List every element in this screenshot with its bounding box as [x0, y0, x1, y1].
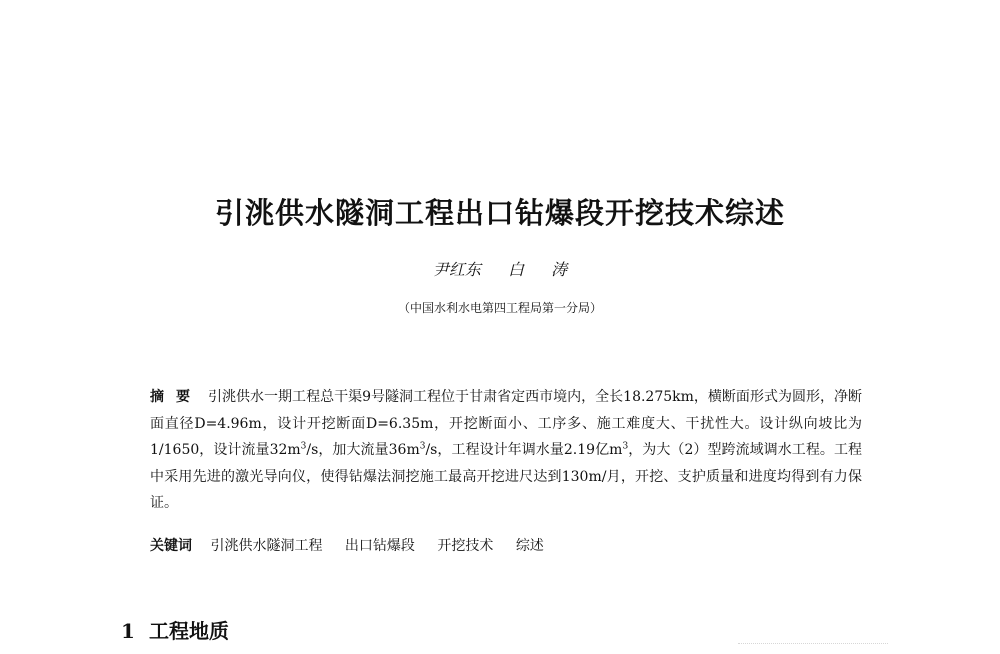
- abstract-superscript-2: 3: [419, 441, 426, 452]
- section-title: 工程地质: [149, 618, 229, 643]
- abstract-text-part-4: ，为大（2）型跨流域调水工程。工程中采用先进的激光导向仪，使得钻爆法洞挖施工最高开挖进尺达到130m/月，开挖、支护质量和进度均得到有力保证。: [150, 442, 863, 511]
- abstract-superscript-1: 3: [300, 441, 307, 452]
- keywords-label: 关键词: [150, 538, 192, 554]
- author-affiliation: （中国水利水电第四工程局第一分局）: [397, 301, 602, 315]
- paper-title: 引洮供水隧洞工程出口钻爆段开挖技术综述: [214, 196, 785, 231]
- paper-authors: 尹红东 白 涛: [432, 260, 568, 279]
- keyword-4: 综述: [515, 538, 544, 554]
- section-heading: [121, 615, 229, 644]
- abstract-label: 摘要: [150, 389, 203, 405]
- abstract-superscript-3: 3: [622, 441, 629, 452]
- section-number: 1: [121, 618, 135, 643]
- abstract-text-part-1: 引洮供水一期工程总干渠9号隧洞工程位于甘肃省定西市境内，全长18.275km，横断面形式为圆形，净断面直径D=4.96m，设计开挖断面D=6.35m，开挖断面小、工序多、施工难度大、干扰性大。设计纵向坡比为1/1650，设计流量32m: [150, 389, 862, 458]
- keyword-3: 开挖技术: [437, 538, 494, 554]
- keyword-1: 引洮供水隧洞工程: [210, 538, 323, 554]
- abstract-text-part-2: /s，加大流量36m: [306, 442, 420, 458]
- keyword-2: 出口钻爆段: [344, 538, 415, 554]
- scan-bottom-marks: [738, 643, 888, 652]
- abstract-text-part-3: /s，工程设计年调水量2.19亿m: [425, 442, 623, 458]
- keywords-line: [150, 533, 862, 559]
- abstract-paragraph: [150, 384, 862, 517]
